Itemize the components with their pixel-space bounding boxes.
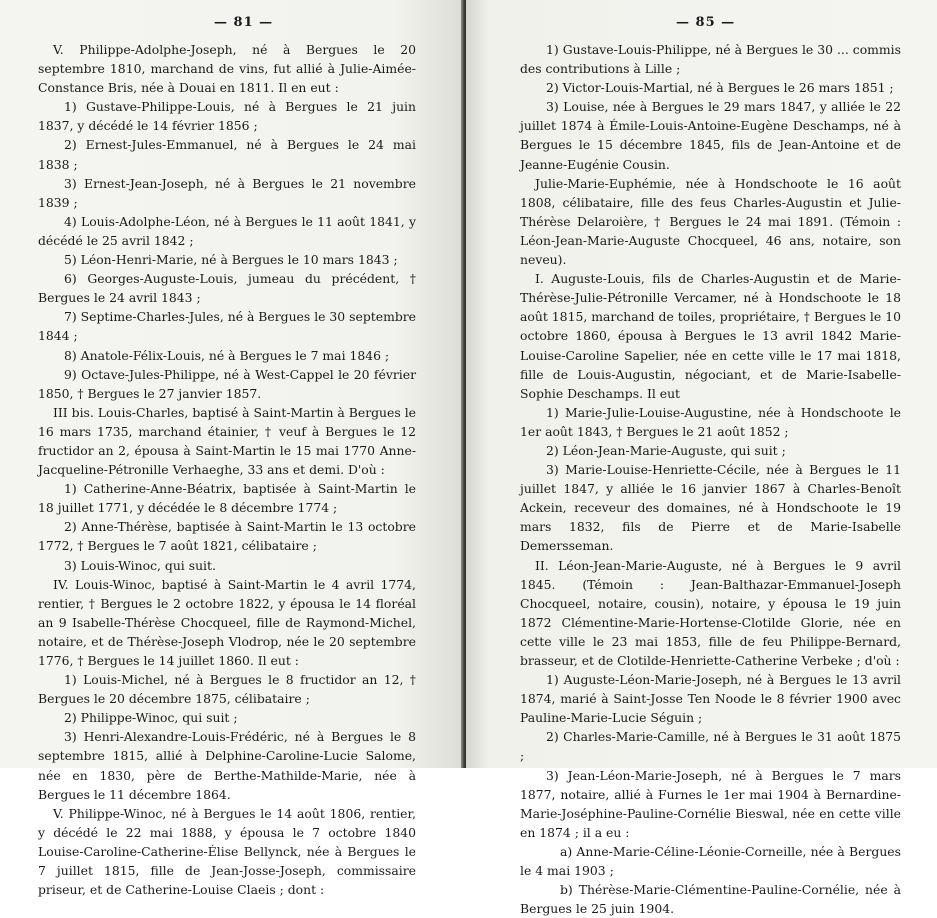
paragraph: 2) Anne-Thérèse, baptisée à Saint-Martin le 13 octobre 1772, † Bergues le 7 août 1821, célibataire ; — [38, 519, 416, 554]
paragraph: 1) Marie-Julie-Louise-Augustine, née à Hondschoote le 1er août 1843, † Bergues le 21 août 1852 ; — [520, 404, 901, 439]
paragraph: 4) Louis-Adolphe-Léon, né à Bergues le 11 août 1841, y décédé le 25 avril 1842 ; — [38, 213, 416, 248]
left-page — [0, 0, 466, 898]
paragraph: III bis. Louis-Charles, baptisé à Saint-Martin à Bergues le 16 mars 1735, marchand étainier, † veuf à Bergues le 12 fructidor an 2, épousa à Saint-Martin le 15 mai 1770 Anne-Jacqueline-Pétronille Verhaeghe, 33 ans et demi. D'où : — [38, 404, 416, 478]
paragraph: 2) Philippe-Winoc, qui suit ; — [64, 710, 238, 726]
paragraph: V. Philippe-Winoc, né à Bergues le 14 août 1806, rentier, y décédé le 22 mai 1888, y épousa le 7 octobre 1840 Louise-Caroline-Catherine-Élise Bellynck, née à Bergues le 7 juillet 1815, fille de Jean-Josse-Joseph, commissaire priseur, et de Catherine-Louise Claeis ; dont : — [38, 805, 416, 898]
paragraph: I. Auguste-Louis, fils de Charles-Augustin et de Marie-Thérèse-Julie-Pétronille Vercamer, né à Hondschoote le 18 août 1815, marchand de toiles, propriétaire, † Bergues le 10 octobre 1860, épousa à Bergues le 13 avril 1842 Marie-Louise-Caroline Sapelier, née en cette ville le 17 mai 1818, fille de Louis-Augustin, négociant, et de Marie-Isabelle-Sophie Deschamps. Il eut — [520, 271, 901, 401]
paragraph: 3) Ernest-Jean-Joseph, né à Bergues le 21 novembre 1839 ; — [38, 175, 416, 210]
paragraph: II. Léon-Jean-Marie-Auguste, né à Bergues le 9 avril 1845. (Témoin : Jean-Balthazar-Emmanuel-Joseph Chocqueel, notaire, cousin), notaire, y épousa le 19 juin 1872 Clémentine-Marie-Hortense-Clotilde Glorie, née en cette ville le 23 mai 1853, fille de feu Philippe-Bernard, brasseur, et de Clotilde-Henriette-Catherine Verbeke ; d'où : — [520, 557, 901, 668]
right-page-text — [520, 40, 901, 918]
paragraph: 3) Jean-Léon-Marie-Joseph, né à Bergues le 7 mars 1877, notaire, allié à Furnes le 1er mai 1904 à Bernardine-Marie-Joséphine-Pauline-Cornélie Bieswal, née en cette ville en 1874 ; il a eu : — [520, 767, 901, 840]
paragraph: 2) Charles-Marie-Camille, né à Bergues le 31 août 1875 ; — [520, 729, 901, 764]
paragraph: 1) Gustave-Louis-Philippe, né à Bergues le 30 ... commis des contributions à Lille ; — [520, 42, 901, 77]
paragraph: 3) Louise, née à Bergues le 29 mars 1847, y alliée le 22 juillet 1874 à Émile-Louis-Antoine-Eugène Deschamps, né à Bergues le 15 décembre 1845, fils de Jean-Antoine et de Jeanne-Eugénie Cousin. — [520, 99, 901, 172]
paragraph: 8) Anatole-Félix-Louis, né à Bergues le 7 mai 1846 ; — [64, 347, 390, 363]
left-page-text — [38, 40, 416, 899]
paragraph: b) Thérèse-Marie-Clémentine-Pauline-Cornélie, née à Bergues le 25 juin 1904. — [520, 882, 901, 917]
paragraph: 3) Henri-Alexandre-Louis-Frédéric, né à Bergues le 8 septembre 1815, allié à Delphine-Caroline-Lucie Salome, née en 1830, père de Berthe-Mathilde-Marie, née à Bergues le 11 décembre 1864. — [38, 729, 416, 802]
paragraph: 1) Auguste-Léon-Marie-Joseph, né à Bergues le 13 avril 1874, marié à Saint-Josse Ten Noode le 8 février 1900 avec Pauline-Marie-Lucie Séguin ; — [520, 672, 901, 726]
paragraph: 5) Léon-Henri-Marie, né à Bergues le 10 mars 1843 ; — [64, 252, 398, 268]
paragraph: IV. Louis-Winoc, baptisé à Saint-Martin le 4 avril 1774, rentier, † Bergues le 2 octobre 1822, y épousa le 14 floréal an 9 Isabelle-Thérèse Chocqueel, fille de Raymond-Michel, notaire, et de Thérèse-Joseph Vlodrop, née le 20 septembre 1776, † Bergues le 14 juillet 1860. Il eut : — [38, 576, 416, 668]
paragraph: V. Philippe-Adolphe-Joseph, né à Bergues le 20 septembre 1810, marchand de vins, fut allié à Julie-Aimée-Constance Bris, née à Douai en 1811. Il en eut : — [38, 42, 416, 96]
page-number-left: — 81 — — [214, 15, 274, 30]
page-number-right: — 85 — — [676, 15, 736, 30]
paragraph: 9) Octave-Jules-Philippe, né à West-Cappel le 20 février 1850, † Bergues le 27 janvier 1857. — [38, 366, 416, 401]
paragraph: 7) Septime-Charles-Jules, né à Bergues le 30 septembre 1844 ; — [38, 309, 417, 344]
paragraph: 2) Victor-Louis-Martial, né à Bergues le 26 mars 1851 ; — [546, 80, 894, 96]
paragraph: 2) Léon-Jean-Marie-Auguste, qui suit ; — [546, 442, 786, 458]
paragraph: 1) Louis-Michel, né à Bergues le 8 fructidor an 12, † Bergues le 20 décembre 1875, célibataire ; — [38, 672, 416, 707]
paragraph: 1) Catherine-Anne-Béatrix, baptisée à Saint-Martin le 18 juillet 1771, y décédée le 8 décembre 1774 ; — [38, 481, 416, 516]
paragraph: 3) Marie-Louise-Henriette-Cécile, née à Bergues le 11 juillet 1847, y alliée le 16 janvier 1867 à Charles-Benoît Ackein, receveur des domaines, né à Hondschoote le 19 mars 1832, fils de Pierre et de Marie-Isabelle Demersseman. — [520, 462, 901, 554]
right-page — [466, 0, 937, 917]
paragraph: Julie-Marie-Euphémie, née à Hondschoote le 16 août 1808, célibataire, fille des feus Charles-Augustin et Julie-Thérèse Delaroière, † Bergues le 24 mai 1891. (Témoin : Léon-Jean-Marie-Auguste Chocqueel, 46 ans, notaire, son neveu). — [520, 175, 901, 268]
paragraph: 1) Gustave-Philippe-Louis, né à Bergues le 21 juin 1837, y décédé le 14 février 1856 ; — [38, 99, 416, 134]
paragraph: a) Anne-Marie-Céline-Léonie-Corneille, née à Bergues le 4 mai 1903 ; — [520, 843, 901, 879]
paragraph: 3) Louis-Winoc, qui suit. — [64, 557, 216, 573]
paragraph: 2) Ernest-Jules-Emmanuel, né à Bergues le 24 mai 1838 ; — [38, 137, 416, 172]
paragraph: 6) Georges-Auguste-Louis, jumeau du précédent, † Bergues le 24 avril 1843 ; — [38, 271, 416, 306]
